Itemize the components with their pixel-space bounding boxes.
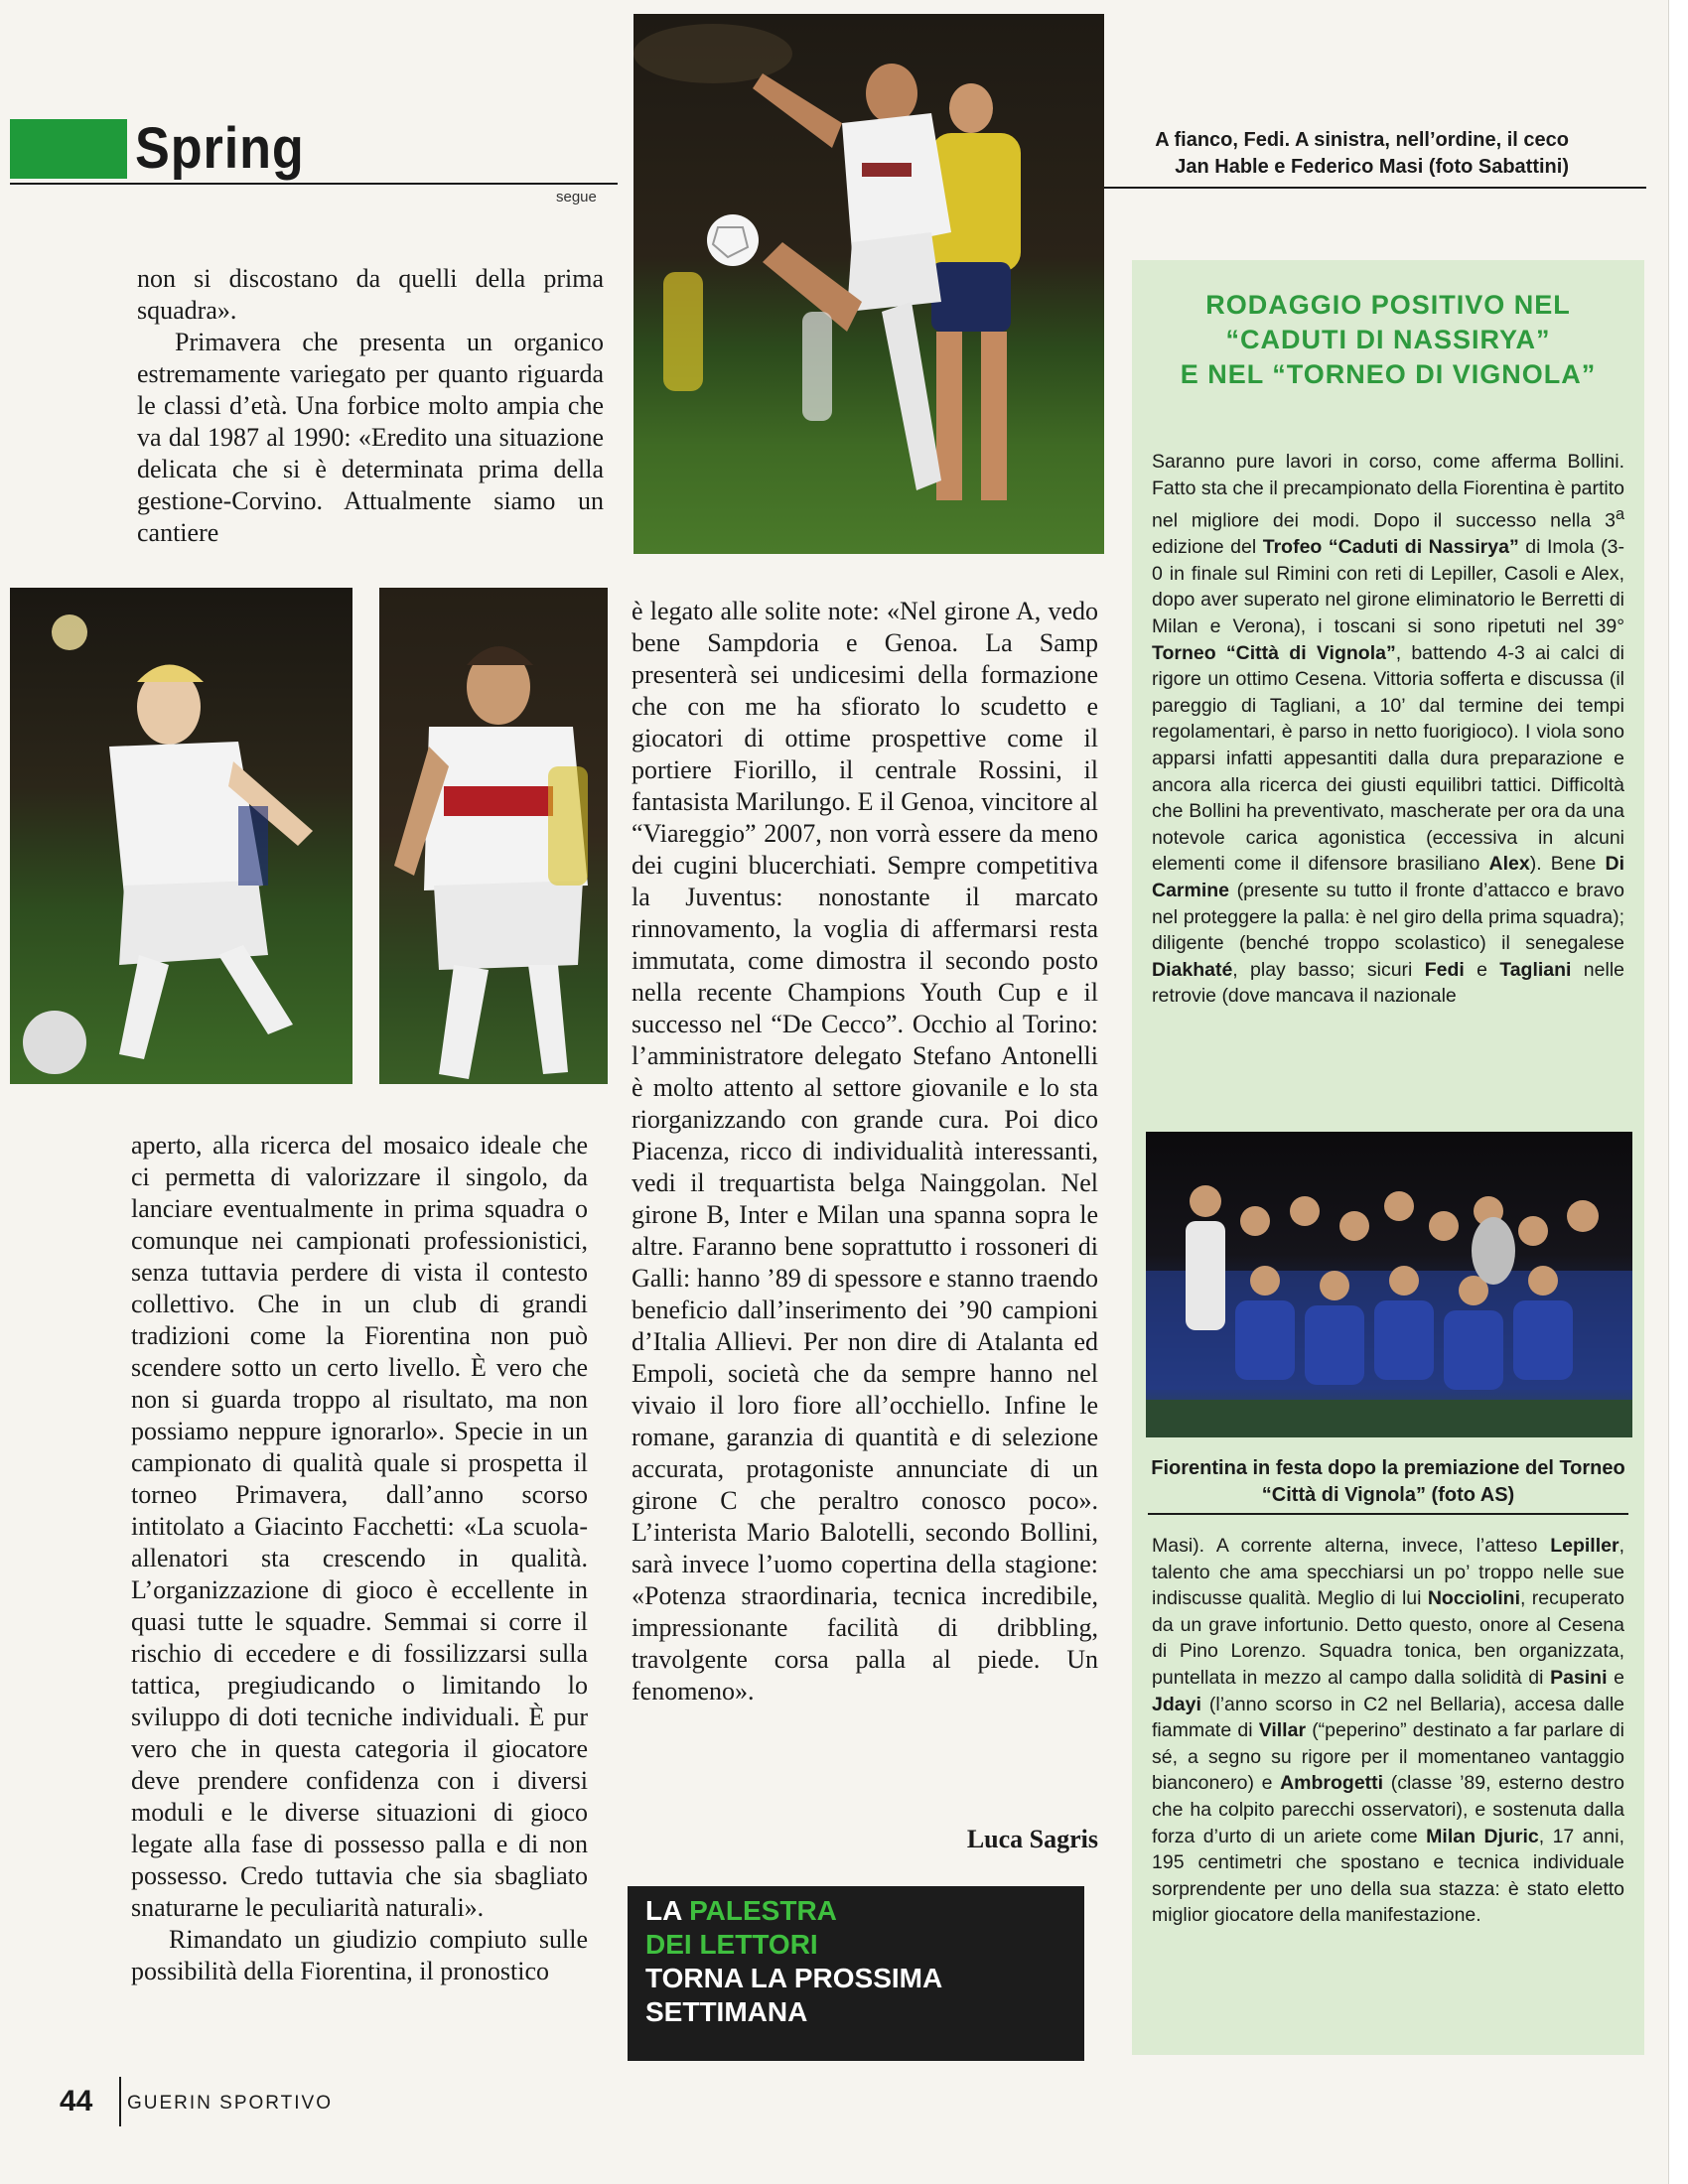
photo-team-celebration <box>1146 1132 1632 1437</box>
sidebar-text-run: (presente su tutto il fronte d’attacco e bravo nel proteggere la palla: è nel giro della prima squadra); diligente (benché troppo scolastico) il senegalese <box>1152 880 1624 955</box>
promo-line-4: SETTIMANA <box>645 1996 808 2027</box>
sidebar-text-run: , 17 anni, 195 centimetri che spostano e tecnica individuale sorprendente per uno della sua stazza: è stato eletto miglior giocatore della manifestazione. <box>1152 1825 1624 1927</box>
highlighted-name: Jdayi <box>1152 1693 1201 1715</box>
sidebar-text-run: , battendo 4-3 ai calci di rigore un ottimo Cesena. Vittoria sofferta e discussa (il pareggio di Tagliani, a 10’ dal termine dei tempi regolamentari, è parso in netto fuorigioco). I viola sono apparsi infatti appesantiti dalla dura preparazione e ancora alla ricerca dei giusti equilibri tattici. Difficoltà che Bollini ha preventivato, mascherate per ora da una notevole carica agonistica (eccessiva in alcuni elementi come il difensore brasiliano <box>1152 641 1624 876</box>
segue-label: segue <box>556 189 597 205</box>
sidebar-paragraph-1 <box>1152 449 1624 1010</box>
sidebar-text-run: Saranno pure lavori in corso, come afferma Bollini. Fatto sta che il precampionato della Fiorentina è partito nel migliore dei modi. Dopo il successo nella 3 <box>1152 451 1624 532</box>
promo-word: LA <box>645 1895 690 1926</box>
sidebar-text-run: di Imola (3-0 in finale sul Rimini con reti di Lepiller, Casoli e Alex, dopo aver superato nel girone eliminatorio le Berretti di Milan e Verona), i toscani si sono ripetuti nel 39° <box>1152 536 1624 638</box>
sidebar-text-run: (“peperino” destinato a far parlare di sé, a segno su rigore per il momentaneo vantaggio bianconero) e <box>1152 1719 1624 1795</box>
article-paragraph: Rimandato un giudizio compiuto sulle possibilità della Fiorentina, il pronostico <box>131 1925 588 1985</box>
sidebar-text-run: (classe ’89, esterno destro che ha colpito parecchi osservatori), e sostenuta dalla forza d’urto di un ariete come <box>1152 1772 1624 1847</box>
photo-match-action <box>633 14 1104 554</box>
sidebar-title-line: “CADUTI DI NASSIRYA” <box>1225 325 1551 354</box>
highlighted-name: Fedi <box>1424 958 1465 981</box>
highlighted-name: Alex <box>1488 853 1530 876</box>
caption-rule <box>1148 1513 1628 1515</box>
sidebar-text-run: e <box>1607 1666 1624 1689</box>
sidebar-text-run: ). Bene <box>1529 853 1606 876</box>
footer-rule <box>119 2077 121 2126</box>
section-title: Spring <box>135 116 305 181</box>
sidebar-title-line: RODAGGIO POSITIVO NEL <box>1205 290 1571 320</box>
highlighted-name: Diakhaté <box>1152 958 1233 981</box>
promo-line-2: DEI LETTORI <box>645 1929 818 1960</box>
highlighted-name: Milan Djuric <box>1426 1825 1539 1847</box>
promo-line-1 <box>645 1894 837 1927</box>
promo-line-3: TORNA LA PROSSIMA <box>645 1963 943 1993</box>
sidebar-text-run: (l’anno scorso in C2 nel Bellaria), accesa dalle fiammate di <box>1152 1693 1624 1742</box>
highlighted-name: Di Carmine <box>1152 853 1625 901</box>
article-paragraph: non si discostano da quelli della prima squadra». <box>137 264 604 325</box>
sidebar-text-run: , talento che ama specchiarsi un po’ troppo nelle sue indiscusse qualità. Meglio di lui <box>1152 1535 1624 1610</box>
article-column-1-top <box>137 263 604 549</box>
highlighted-name: Pasini <box>1550 1666 1608 1689</box>
highlighted-name: Trofeo “Caduti di Nassirya” <box>1262 536 1519 559</box>
article-paragraph: aperto, alla ricerca del mosaico ideale che ci permetta di valorizzare il singolo, da lanciare eventualmente in prima squadra o comunque nei campionati professionistici, senza tuttavia perdere di vista il contesto collettivo. Che in un club di grandi tradizioni come la Fiorentina non può scendere sotto un certo livello. È vero che non si guarda troppo al risultato, ma non possiamo neppure ignorarlo». Specie in un campionato di qualità quale si prospetta il torneo Primavera, dall’anno scorso intitolato a Giacinto Facchetti: «La scuola-allenatori sta crescendo in qualità. L’organizzazione di gioco è eccellente in quasi tutte le squadre. Semmai si corre il rischio di eccedere e di fossilizzarsi sulla tattica, pregiudicando o limitando lo sviluppo di doti tecniche individuali. È pur vero che in questa categoria il giocatore deve prendere confidenza con i diversi moduli e le diverse situazioni di gioco legate alla fase di possesso palla e di non possesso. Credo tuttavia che sia sbagliato snaturarne le peculiarità naturali». <box>131 1131 588 1922</box>
highlighted-name: Villar <box>1258 1719 1307 1742</box>
publication-name: GUERIN SPORTIVO <box>127 2093 334 2114</box>
byline: Luca Sagris <box>966 1825 1098 1853</box>
page-number: 44 <box>60 2085 93 2117</box>
photo-player-hable <box>10 588 352 1084</box>
article-column-2 <box>632 596 1098 1707</box>
sidebar-text-run: Masi). A corrente alterna, invece, l’atteso <box>1152 1535 1551 1557</box>
article-paragraph: Primavera che presenta un organico estremamente variegato per quanto riguarda le classi d’età. Una forbice molto ampia che va dal 1987 al 1990: «Eredito una situazione delicata che si è determinata prima della gestione-Corvino. Attualmente siamo un cantiere <box>137 328 604 547</box>
highlighted-name: Ambrogetti <box>1280 1772 1384 1795</box>
team-photo-caption: Fiorentina in festa dopo la premiazione del Torneo “Città di Vignola” (foto AS) <box>1151 1457 1625 1506</box>
highlighted-name: Torneo “Città di Vignola” <box>1152 641 1396 664</box>
sidebar-paragraph-2 <box>1152 1533 1624 1929</box>
section-rule <box>10 183 618 185</box>
sidebar-text-run: e <box>1464 958 1500 981</box>
sidebar-text-run: a <box>1615 505 1624 524</box>
sidebar-title <box>1144 288 1632 392</box>
highlighted-name: Tagliani <box>1499 958 1572 981</box>
caption-rule <box>1102 187 1646 189</box>
section-color-bar <box>10 119 127 179</box>
promo-word: PALESTRA <box>689 1895 837 1926</box>
highlighted-name: Nocciolini <box>1427 1587 1520 1610</box>
sidebar-title-line: E NEL “TORNEO DI VIGNOLA” <box>1180 359 1597 389</box>
page-edge <box>1668 0 1688 2184</box>
photo-player-masi <box>379 588 608 1084</box>
sidebar-text-run: , play basso; sicuri <box>1232 958 1425 981</box>
article-column-1-bottom <box>131 1130 588 1987</box>
article-paragraph: è legato alle solite note: «Nel girone A, vedo bene Sampdoria e Genoa. La Samp presenterà sei undicesimi della formazione che con me ha sfiorato lo scudetto e giocatori di ottime prospettive come il portiere Fiorillo, il centrale Rossini, il fantasista Marilungo. E il Genoa, vincitore al “Viareggio” 2007, non vorrà essere da meno dei cugini blucerchiati. Sempre competitiva la Juventus: nonostante il marcato rinnovamento, la voglia di affermarsi resta immutata, come dimostra il secondo posto nella recente Champions Youth Cup e il successo nel “De Cecco”. Occhio al Torino: l’amministratore delegato Stefano Antonelli è molto attento al settore giovanile e lo sta riorganizzando con grande cura. Poi dico Piacenza, ricco di individualità interessanti, vedi il trequartista belga Nainggolan. Nel girone B, Inter e Milan una spanna sopra le altre. Faranno bene soprattutto i rossoneri di Galli: hanno ’89 di spessore e stanno traendo beneficio dall’inserimento dei ’90 campioni d’Italia Allievi. Per non dire di Atalanta ed Empoli, società che da sempre hanno nel vivaio il loro fiore all’occhiello. Infine le romane, garanzia di quantità e di selezione accurata, protagoniste annunciate di un girone C che peraltro conosco poco». L’interista Mario Balotelli, secondo Bollini, sarà invece l’uomo copertina della stagione: «Potenza straordinaria, tecnica incredibile, impressionante facilità di dribbling, travolgente corsa palla al piede. Un fenomeno». <box>632 597 1098 1706</box>
photo-caption-top: A fianco, Fedi. A sinistra, nell’ordine, il ceco Jan Hable e Federico Masi (foto Sabattini) <box>1155 129 1569 178</box>
sidebar-text-run: edizione del <box>1152 536 1263 559</box>
sidebar-text-run: nelle retrovie (dove mancava il nazionale <box>1152 958 1624 1008</box>
sidebar-text-run: , recuperato da un grave infortunio. Detto questo, onore al Cesena di Pino Lorenzo. Squadra tonica, ben organizzata, puntellata in mezzo al campo dalla solidità di <box>1152 1587 1624 1689</box>
highlighted-name: Lepiller <box>1550 1535 1619 1557</box>
